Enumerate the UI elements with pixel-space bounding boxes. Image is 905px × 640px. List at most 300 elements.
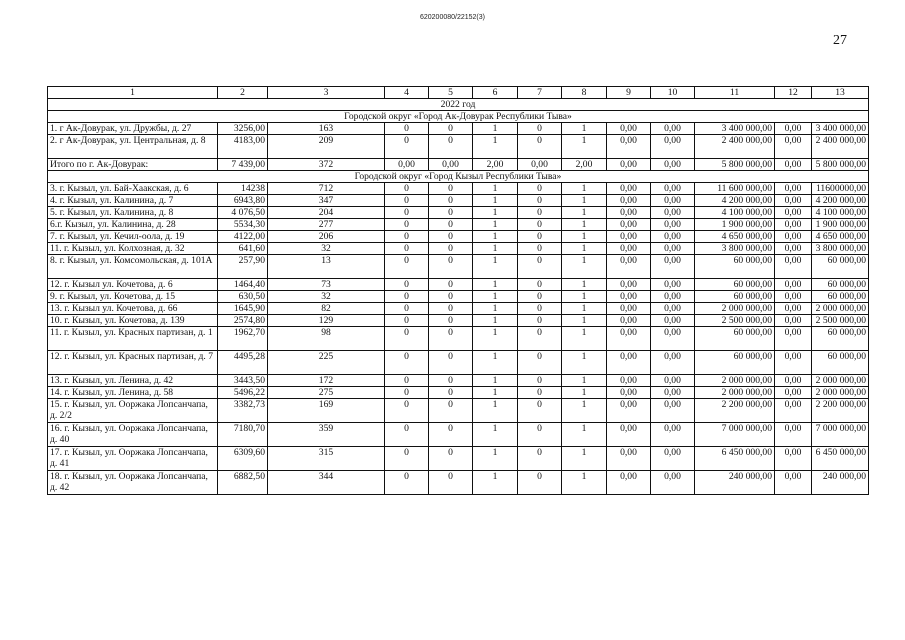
value-cell: 4495,28 [218,351,268,375]
value-cell: 3443,50 [218,375,268,387]
value-cell: 1 [473,387,518,399]
value-cell: 1 [562,447,607,471]
value-cell: 7 000 000,00 [812,423,869,447]
page-number: 27 [833,33,847,48]
value-cell: 60 000,00 [695,255,775,279]
value-cell: 0 [385,375,429,387]
column-number: 13 [812,87,869,99]
value-cell: 0 [429,447,473,471]
value-cell: 4122,00 [218,231,268,243]
value-cell: 0 [385,279,429,291]
document-code: 620200080/22152(3) [419,14,485,21]
value-cell: 257,90 [218,255,268,279]
value-cell: 0,00 [607,255,651,279]
value-cell: 2,00 [562,159,607,171]
value-cell: 372 [268,159,385,171]
value-cell: 0 [385,315,429,327]
value-cell: 60 000,00 [812,255,869,279]
value-cell: 1 [473,399,518,423]
value-cell: 3 400 000,00 [812,123,869,135]
value-cell: 0 [429,243,473,255]
value-cell: 0,00 [607,243,651,255]
value-cell: 2 500 000,00 [695,315,775,327]
value-cell: 1 [473,207,518,219]
value-cell: 98 [268,327,385,351]
value-cell: 277 [268,219,385,231]
value-cell: 0 [385,231,429,243]
value-cell: 0 [385,471,429,495]
value-cell: 0,00 [775,291,812,303]
value-cell: 1 [473,471,518,495]
value-cell: 0,00 [607,351,651,375]
value-cell: 0,00 [775,447,812,471]
value-cell: 4 650 000,00 [812,231,869,243]
value-cell: 2 000 000,00 [695,303,775,315]
value-cell: 0 [429,315,473,327]
value-cell: 3 800 000,00 [695,243,775,255]
address-cell: 14. г. Кызыл, ул. Ленина, д. 58 [48,387,218,399]
value-cell: 11600000,00 [812,183,869,195]
value-cell: 1 [473,195,518,207]
address-cell: 16. г. Кызыл, ул. Ооржака Лопсанчапа, д. 40 [48,423,218,447]
value-cell: 60 000,00 [812,279,869,291]
value-cell: 1 [562,387,607,399]
value-cell: 0,00 [651,447,695,471]
value-cell: 6882,50 [218,471,268,495]
address-cell: 17. г. Кызыл, ул. Ооржака Лопсанчапа, д. 41 [48,447,218,471]
column-number: 9 [607,87,651,99]
value-cell: 0,00 [775,159,812,171]
value-cell: 0,00 [607,135,651,159]
address-cell: 7. г. Кызыл, ул. Кечил-оола, д. 19 [48,231,218,243]
address-cell: 6.г. Кызыл, ул. Калинина, д. 28 [48,219,218,231]
table-row [48,447,869,471]
value-cell: 1 [473,135,518,159]
table-row [48,183,869,195]
address-cell: 18. г. Кызыл, ул. Ооржака Лопсанчапа, д. 42 [48,471,218,495]
value-cell: 0,00 [651,351,695,375]
value-cell: 0 [385,327,429,351]
value-cell: 206 [268,231,385,243]
value-cell: 641,60 [218,243,268,255]
value-cell: 0,00 [775,195,812,207]
value-cell: 0 [429,207,473,219]
value-cell: 3256,00 [218,123,268,135]
address-cell: 12. г. Кызыл ул. Кочетова, д. 6 [48,279,218,291]
value-cell: 5 800 000,00 [695,159,775,171]
address-cell: 13. г. Кызыл, ул. Ленина, д. 42 [48,375,218,387]
value-cell: 0 [518,195,562,207]
value-cell: 0 [385,447,429,471]
value-cell: 0,00 [775,303,812,315]
value-cell: 0,00 [607,387,651,399]
value-cell: 1 [562,123,607,135]
value-cell: 2 000 000,00 [812,303,869,315]
value-cell: 0,00 [651,243,695,255]
table-row [48,195,869,207]
value-cell: 630,50 [218,291,268,303]
value-cell: 0 [518,183,562,195]
value-cell: 0 [385,387,429,399]
value-cell: 712 [268,183,385,195]
value-cell: 0 [518,219,562,231]
value-cell: 315 [268,447,385,471]
value-cell: 60 000,00 [695,279,775,291]
value-cell: 0 [385,219,429,231]
value-cell: 1 [562,399,607,423]
address-cell: 13. г. Кызыл ул. Кочетова, д. 66 [48,303,218,315]
value-cell: 1 900 000,00 [812,219,869,231]
value-cell: 1 [473,183,518,195]
address-cell: 8. г. Кызыл, ул. Комсомольская, д. 101А [48,255,218,279]
value-cell: 0 [518,303,562,315]
address-cell: 10. г. Кызыл, ул. Кочетова, д. 139 [48,315,218,327]
value-cell: 0 [385,135,429,159]
value-cell: 0 [429,279,473,291]
table-row [48,387,869,399]
value-cell: 0 [429,195,473,207]
value-cell: 1 [473,231,518,243]
value-cell: 275 [268,387,385,399]
value-cell: 60 000,00 [812,351,869,375]
value-cell: 0,00 [607,207,651,219]
table-row [48,471,869,495]
value-cell: 60 000,00 [695,291,775,303]
section-title: Городской округ «Город Кызыл Республики Тыва» [48,171,869,183]
value-cell: 225 [268,351,385,375]
value-cell: 2 400 000,00 [695,135,775,159]
table-row [48,351,869,375]
value-cell: 0,00 [775,219,812,231]
value-cell: 32 [268,291,385,303]
value-cell: 0,00 [651,219,695,231]
value-cell: 1 [473,375,518,387]
value-cell: 73 [268,279,385,291]
value-cell: 60 000,00 [812,291,869,303]
column-number: 5 [429,87,473,99]
value-cell: 4 200 000,00 [695,195,775,207]
value-cell: 0,00 [775,207,812,219]
value-cell: 0,00 [607,303,651,315]
value-cell: 0 [385,291,429,303]
value-cell: 4 076,50 [218,207,268,219]
value-cell: 0 [385,423,429,447]
table-row [48,219,869,231]
value-cell: 0 [429,123,473,135]
value-cell: 1 [562,327,607,351]
value-cell: 0 [385,183,429,195]
value-cell: 1 [562,423,607,447]
value-cell: 4 100 000,00 [812,207,869,219]
value-cell: 0,00 [607,315,651,327]
value-cell: 4 650 000,00 [695,231,775,243]
value-cell: 0,00 [775,315,812,327]
value-cell: 0 [518,243,562,255]
value-cell: 0,00 [607,279,651,291]
value-cell: 0 [429,231,473,243]
value-cell: 344 [268,471,385,495]
value-cell: 6943,80 [218,195,268,207]
address-cell: 11. г. Кызыл, ул. Красных партизан, д. 1 [48,327,218,351]
value-cell: 1 [562,195,607,207]
value-cell: 6309,60 [218,447,268,471]
value-cell: 240 000,00 [695,471,775,495]
value-cell: 7180,70 [218,423,268,447]
table-row [48,123,869,135]
value-cell: 0 [385,399,429,423]
value-cell: 0,00 [651,327,695,351]
value-cell: 0,00 [607,183,651,195]
value-cell: 2 200 000,00 [812,399,869,423]
value-cell: 5534,30 [218,219,268,231]
value-cell: 0 [518,135,562,159]
value-cell: 0,00 [651,423,695,447]
value-cell: 0 [429,387,473,399]
value-cell: 1 [473,123,518,135]
value-cell: 0,00 [651,471,695,495]
value-cell: 0,00 [775,375,812,387]
value-cell: 32 [268,243,385,255]
value-cell: 0,00 [518,159,562,171]
value-cell: 6 450 000,00 [695,447,775,471]
column-number: 4 [385,87,429,99]
value-cell: 2 400 000,00 [812,135,869,159]
value-cell: 60 000,00 [695,327,775,351]
value-cell: 1464,40 [218,279,268,291]
value-cell: 0 [518,351,562,375]
value-cell: 0,00 [651,195,695,207]
value-cell: 0 [429,303,473,315]
table-row [48,303,869,315]
value-cell: 0 [518,291,562,303]
value-cell: 0,00 [385,159,429,171]
value-cell: 1 [562,303,607,315]
value-cell: 0 [518,279,562,291]
value-cell: 0 [518,123,562,135]
table-row [48,243,869,255]
section-row [48,111,869,123]
value-cell: 0,00 [607,219,651,231]
table-body [48,87,869,495]
address-cell: 3. г. Кызыл, ул. Бай-Хаакская, д. 6 [48,183,218,195]
value-cell: 1 [473,255,518,279]
value-cell: 0 [518,387,562,399]
program-table [47,86,869,495]
value-cell: 0,00 [607,195,651,207]
value-cell: 0,00 [775,231,812,243]
table-row [48,423,869,447]
value-cell: 0,00 [651,255,695,279]
value-cell: 0,00 [651,291,695,303]
table-row [48,207,869,219]
value-cell: 0,00 [651,183,695,195]
value-cell: 0 [429,327,473,351]
value-cell: 0 [429,135,473,159]
value-cell: 1 [562,471,607,495]
value-cell: 60 000,00 [812,327,869,351]
section-title: Городской округ «Город Ак-Довурак Республики Тыва» [48,111,869,123]
value-cell: 169 [268,399,385,423]
value-cell: 0,00 [607,231,651,243]
section-row [48,171,869,183]
year-heading: 2022 год [48,99,869,111]
value-cell: 0 [518,423,562,447]
value-cell: 82 [268,303,385,315]
value-cell: 0,00 [651,279,695,291]
value-cell: 0,00 [775,123,812,135]
value-cell: 0,00 [775,135,812,159]
value-cell: 13 [268,255,385,279]
value-cell: 2574,80 [218,315,268,327]
address-cell: 12. г. Кызыл, ул. Красных партизан, д. 7 [48,351,218,375]
value-cell: 0 [385,255,429,279]
table-row [48,375,869,387]
value-cell: 1 [473,219,518,231]
value-cell: 1 [562,207,607,219]
column-number: 11 [695,87,775,99]
value-cell: 1 [562,279,607,291]
value-cell: 0,00 [429,159,473,171]
address-cell: Итого по г. Ак-Довурак: [48,159,218,171]
value-cell: 0 [385,303,429,315]
value-cell: 0 [385,195,429,207]
value-cell: 0 [429,255,473,279]
address-cell: 1. г Ак-Довурак, ул. Дружбы, д. 27 [48,123,218,135]
value-cell: 3 400 000,00 [695,123,775,135]
value-cell: 1 [473,327,518,351]
value-cell: 0,00 [607,327,651,351]
table-row [48,255,869,279]
column-number: 7 [518,87,562,99]
value-cell: 0,00 [607,423,651,447]
column-number: 8 [562,87,607,99]
value-cell: 0,00 [607,447,651,471]
value-cell: 7 439,00 [218,159,268,171]
value-cell: 1 [562,255,607,279]
value-cell: 1 [562,291,607,303]
value-cell: 2 000 000,00 [695,375,775,387]
column-number: 12 [775,87,812,99]
table-row [48,279,869,291]
value-cell: 0 [429,399,473,423]
value-cell: 1 [562,243,607,255]
value-cell: 0,00 [607,123,651,135]
value-cell: 1 [473,243,518,255]
value-cell: 0 [429,471,473,495]
value-cell: 1 [562,231,607,243]
value-cell: 0,00 [607,375,651,387]
value-cell: 0,00 [651,207,695,219]
value-cell: 0 [385,123,429,135]
value-cell: 0,00 [775,183,812,195]
value-cell: 0 [518,447,562,471]
column-number: 2 [218,87,268,99]
table-row [48,135,869,159]
table-row [48,291,869,303]
value-cell: 1 [473,291,518,303]
value-cell: 0,00 [775,279,812,291]
value-cell: 0 [518,255,562,279]
value-cell: 1 [473,303,518,315]
value-cell: 0 [385,243,429,255]
value-cell: 0,00 [607,471,651,495]
value-cell: 0,00 [775,471,812,495]
value-cell: 1 [562,351,607,375]
value-cell: 0 [429,423,473,447]
value-cell: 0 [518,207,562,219]
value-cell: 0,00 [651,123,695,135]
value-cell: 3 800 000,00 [812,243,869,255]
value-cell: 2 000 000,00 [812,387,869,399]
value-cell: 0,00 [651,135,695,159]
value-cell: 0,00 [651,315,695,327]
value-cell: 1645,90 [218,303,268,315]
value-cell: 163 [268,123,385,135]
table-row [48,327,869,351]
value-cell: 0 [429,219,473,231]
value-cell: 4183,00 [218,135,268,159]
value-cell: 1 [562,219,607,231]
value-cell: 0 [385,207,429,219]
value-cell: 0,00 [651,387,695,399]
column-number: 1 [48,87,218,99]
value-cell: 0,00 [651,375,695,387]
value-cell: 2 200 000,00 [695,399,775,423]
value-cell: 359 [268,423,385,447]
value-cell: 0,00 [607,291,651,303]
address-cell: 2. г Ак-Довурак, ул. Центральная, д. 8 [48,135,218,159]
address-cell: 11. г. Кызыл, ул. Колхозная, д. 32 [48,243,218,255]
table-row [48,399,869,423]
value-cell: 0 [518,315,562,327]
value-cell: 347 [268,195,385,207]
table-row [48,315,869,327]
value-cell: 209 [268,135,385,159]
value-cell: 4 100 000,00 [695,207,775,219]
value-cell: 240 000,00 [812,471,869,495]
value-cell: 14238 [218,183,268,195]
value-cell: 1962,70 [218,327,268,351]
value-cell: 5496,22 [218,387,268,399]
value-cell: 2 500 000,00 [812,315,869,327]
value-cell: 172 [268,375,385,387]
column-number: 3 [268,87,385,99]
value-cell: 0,00 [651,399,695,423]
value-cell: 129 [268,315,385,327]
value-cell: 0 [429,375,473,387]
value-cell: 1 900 000,00 [695,219,775,231]
value-cell: 0,00 [607,159,651,171]
value-cell: 6 450 000,00 [812,447,869,471]
value-cell: 1 [562,135,607,159]
address-cell: 15. г. Кызыл, ул. Ооржака Лопсанчапа, д. 2/2 [48,399,218,423]
address-cell: 5. г. Кызыл, ул. Калинина, д. 8 [48,207,218,219]
value-cell: 0,00 [775,243,812,255]
value-cell: 0,00 [775,399,812,423]
value-cell: 1 [562,375,607,387]
value-cell: 1 [473,423,518,447]
column-number: 6 [473,87,518,99]
value-cell: 0 [429,183,473,195]
value-cell: 0 [518,231,562,243]
value-cell: 1 [562,315,607,327]
address-cell: 4. г. Кызыл, ул. Калинина, д. 7 [48,195,218,207]
value-cell: 0 [429,291,473,303]
value-cell: 0,00 [651,159,695,171]
address-cell: 9. г. Кызыл, ул. Кочетова, д. 15 [48,291,218,303]
value-cell: 0 [518,327,562,351]
value-cell: 0,00 [607,399,651,423]
